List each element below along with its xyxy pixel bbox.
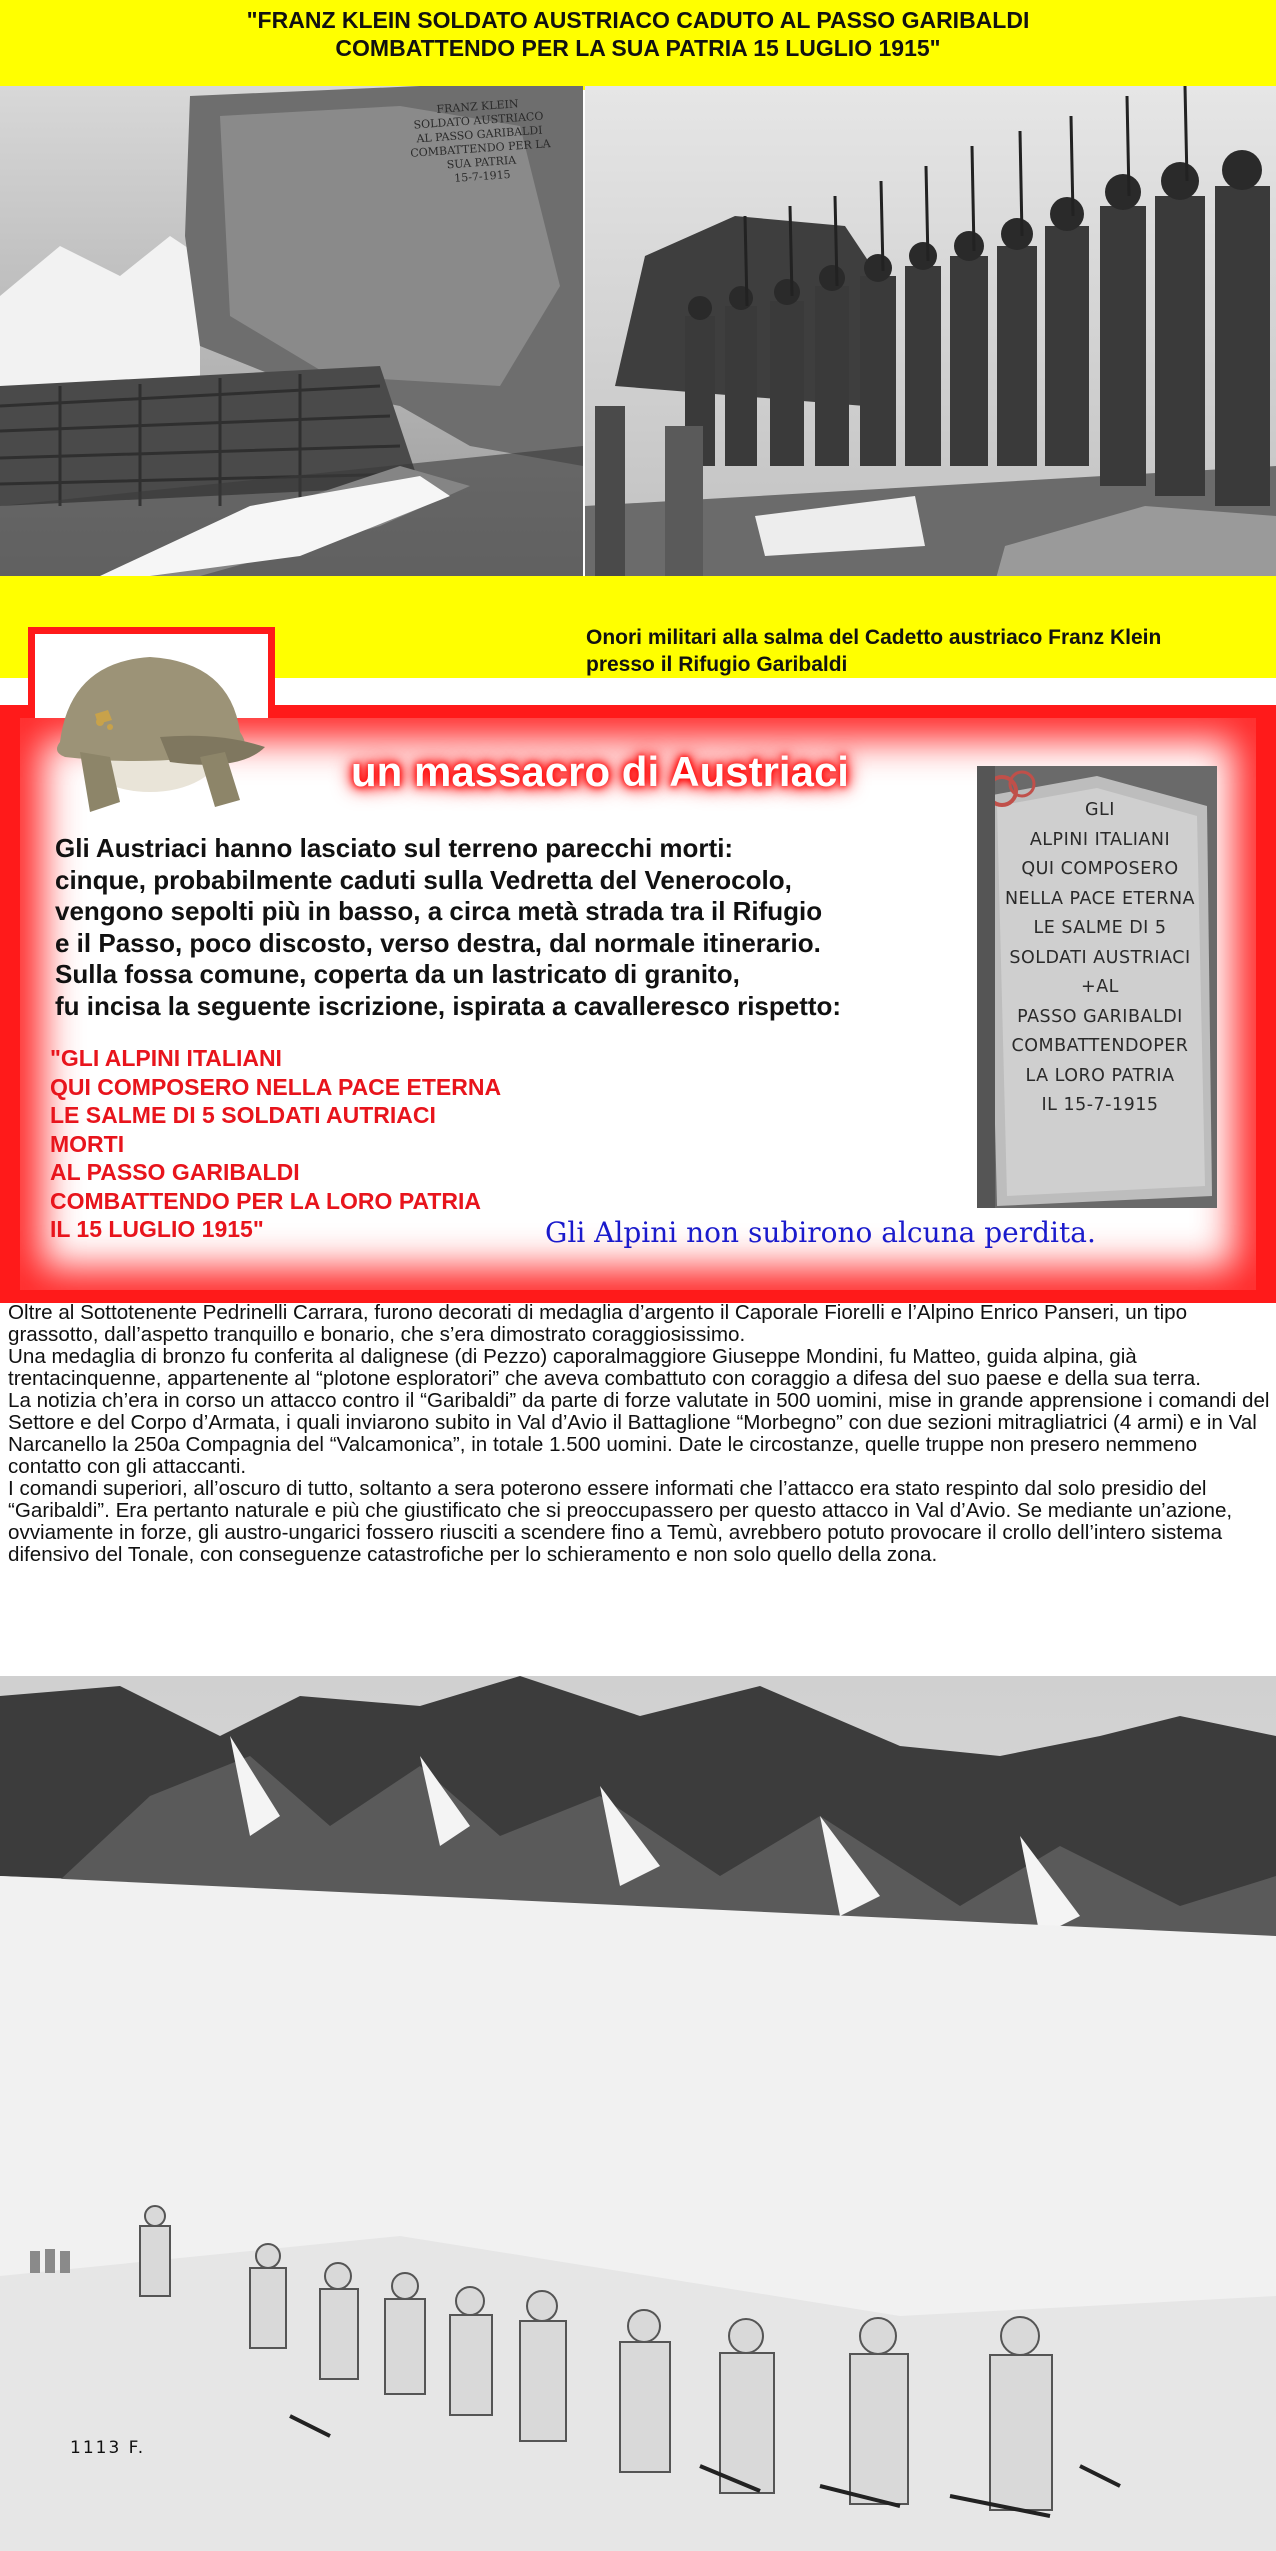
intro-line: Gli Austriaci hanno lasciato sul terreno parecchi morti: <box>55 833 734 863</box>
body-paragraph: I comandi superiori, all’oscuro di tutto, soltanto a sera poterono essere informati che l’attacco era stato respinto dal solo presidio del “Garibaldi”. Era pertanto naturale e più che giustificato che si preoccupassero per questo attacco in Val d’Avio. Se mediante un’azione, ovviamente in forze, gli austro-ungarici fossero riusciti a scendere fino a Temù, avrebbero potuto provocare il crollo dell’intero sistema difensivo del Tonale, con conseguenze catastrofiche per lo schieramento e non solo quello della zona. <box>8 1477 1233 1566</box>
photo-caption-line-1: Onori militari alla salma del Cadetto austriaco Franz Klein <box>586 626 1162 649</box>
inscription-text: "GLI ALPINI ITALIANI QUI COMPOSERO NELLA PACE ETERNA LE SALME DI 5 SOLDATI AUTRIACI MORTI AL PASSO GARIBALDI COMBATTENDO PER LA LORO PATRIA IL 15 LUGLIO 1915" <box>50 1045 502 1242</box>
photo-number: 1113 F. <box>70 2438 146 2458</box>
intro-line: cinque, probabilmente caduti sulla Vedretta del Venerocolo, <box>55 864 792 895</box>
box-heading: un massacro di Austriaci <box>351 748 849 795</box>
intro-line: Sulla fossa comune, coperta da un lastricato di granito, <box>55 959 740 989</box>
alpini-snow-march-photo <box>0 1676 1276 2551</box>
body-paragraph: Oltre al Sottotenente Pedrinelli Carrara, furono decorati di medaglia d’argento il Caporale Fiorelli e l’Alpino Enrico Panseri, un tipo grassotto, dall’aspetto tranquillo e bonario, che s’era dimostrato coraggiosissimo. <box>8 1301 1188 1346</box>
stone-inscription: GLI ALPINI ITALIANI QUI COMPOSERO NELLA PACE ETERNA LE SALME DI 5 SOLDATI AUSTRIACI +AL PASSO GARIBALDI COMBATTENDOPER LA LORO PATRIA IL 15-7-1915 <box>1004 800 1196 1115</box>
military-honors-photo <box>585 86 1276 618</box>
photo-caption-line-2: presso il Rifugio Garibaldi <box>586 653 848 676</box>
body-paragraph: La notizia ch’era in corso un attacco contro il “Garibaldi” da parte di forze valutate in 500 uomini, mise in grande apprensione i comandi del Settore e del Corpo d’Armata, i quali inviarono subito in Val d’Avio il Battaglione “Morbegno” con due sezioni mitragliatrici (4 armi) e in Val Narcanello la 250a Compagnia del “Valcamonica”, in totale 1.500 uomini. Date le circostanze, quelle truppe non presero nemmeno contatto con gli attaccanti. <box>8 1389 1270 1478</box>
alpini-note: Gli Alpini non subirono alcuna perdita. <box>545 1216 1096 1249</box>
body-paragraph: Una medaglia di bronzo fu conferita al dalignese (di Pezzo) caporalmaggiore Giuseppe Mondini, fu Matteo, guida alpina, già trentacinquenne, appartenente al “plotone esploratori” che aveva combattuto con coraggio a difesa del suo paese e della sua terra. <box>8 1345 1201 1390</box>
page-title-line-2: COMBATTENDO PER LA SUA PATRIA 15 LUGLIO 1915" <box>335 35 941 61</box>
rock-inscription: FRANZ KLEIN SOLDATO AUSTRIACO AL PASSO GARIBALDI COMBATTENDO PER LA SUA PATRIA 15-7-1915 <box>409 97 551 185</box>
intro-line: vengono sepolti più in basso, a circa metà strada tra il Rifugio <box>55 896 823 926</box>
intro-line: e il Passo, poco discosto, verso destra, dal normale itinerario. <box>55 927 821 958</box>
body-text <box>8 1302 1272 1566</box>
photo-caption <box>586 624 1266 678</box>
intro-text <box>55 833 955 1022</box>
page-title <box>0 6 1276 62</box>
page-title-line-1: "FRANZ KLEIN SOLDATO AUSTRIACO CADUTO AL PASSO GARIBALDI <box>246 7 1030 33</box>
intro-line: fu incisa la seguente iscrizione, ispirata a cavalleresco rispetto: <box>55 990 842 1021</box>
austrian-cap-image <box>40 632 270 832</box>
